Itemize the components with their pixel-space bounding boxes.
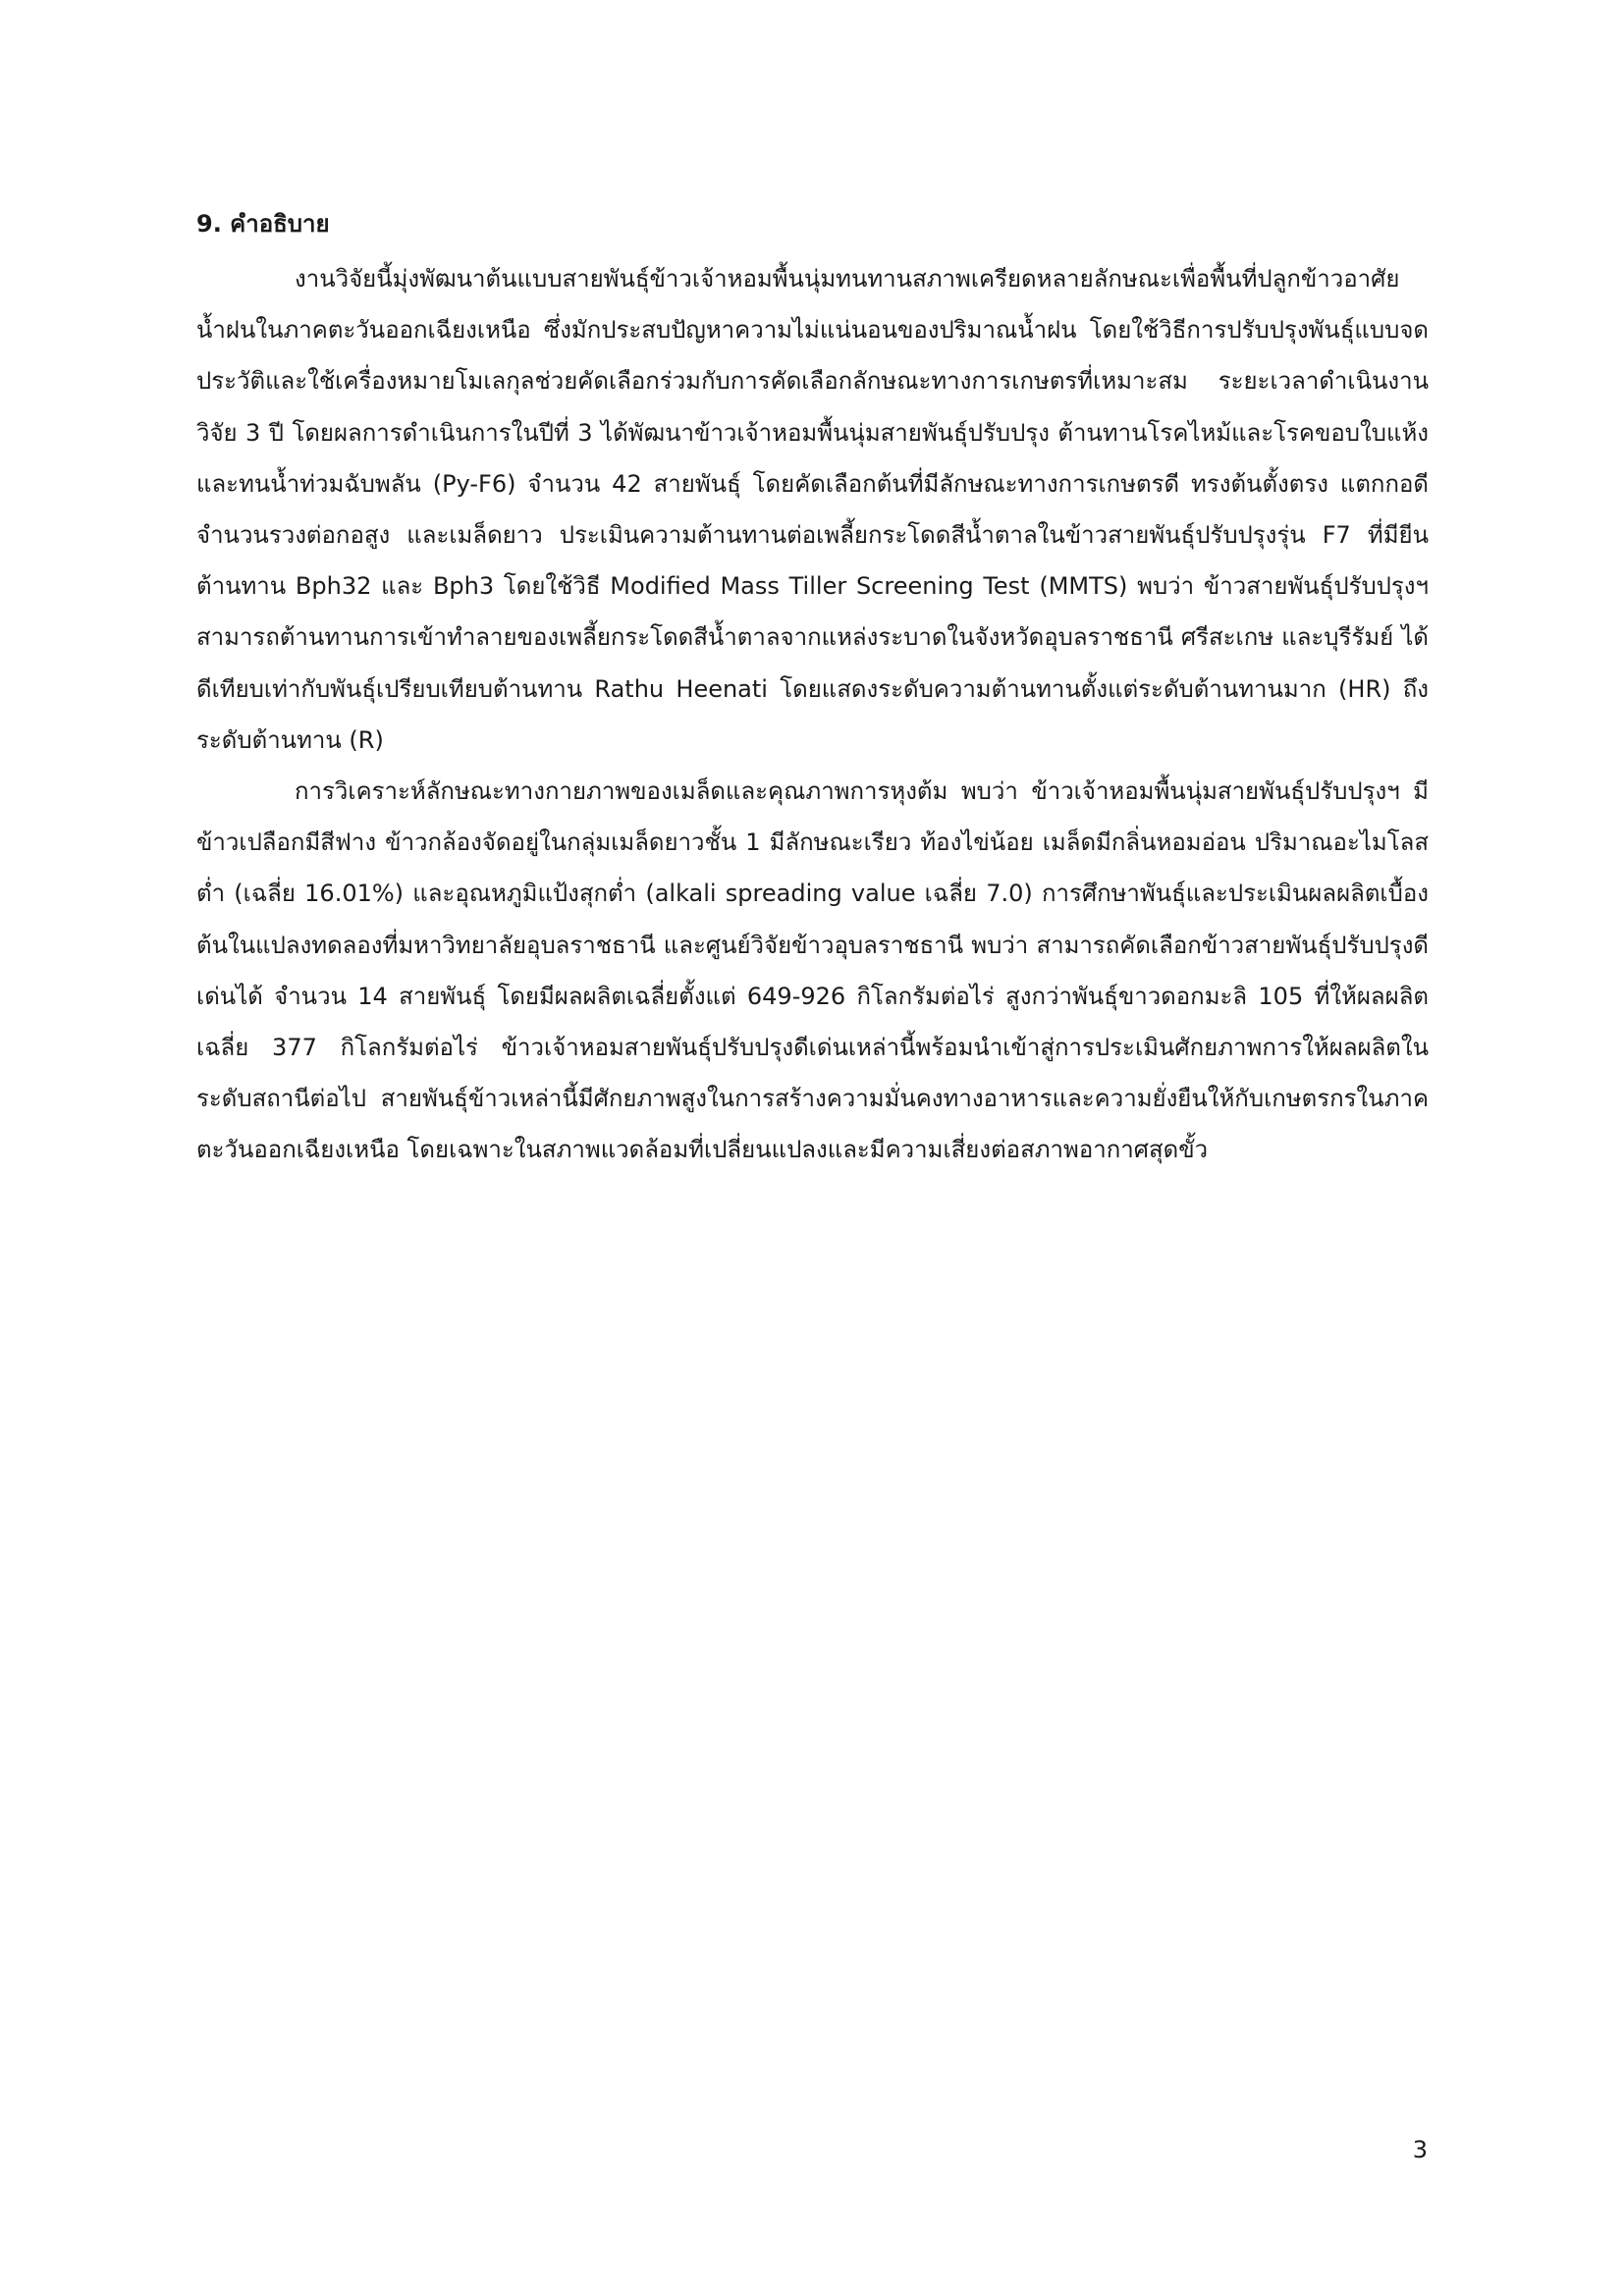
paragraph-1: งานวิจัยนี้มุ่งพัฒนาต้นแบบสายพันธุ์ข้าวเจ้าหอมพื้นนุ่มทนทานสภาพเครียดหลายลักษณะเพื่อพื้นที่ปลูกข้าวอาศัยน้ำฝนในภาคตะวันออกเฉียงเหนือ ซึ่งมักประสบปัญหาความไม่แน่นอนของปริมาณน้ำฝน โดยใช้วิธีการปรับปรุงพันธุ์แบบจดประวัติและใช้เครื่องหมายโมเลกุลช่วยคัดเลือกร่วมกับการคัดเลือกลักษณะทางการเกษตรที่เหมาะสม ระยะเวลาดำเนินงานวิจัย 3 ปี โดยผลการดำเนินการในปีที่ 3 ได้พัฒนาข้าวเจ้าหอมพื้นนุ่มสายพันธุ์ปรับปรุง ต้านทานโรคไหม้และโรคขอบใบแห้งและทนน้ำท่วมฉับพลัน (Py-F6) จำนวน 42 สายพันธุ์ โดยคัดเลือกต้นที่มีลักษณะทางการเกษตรดี ทรงต้นตั้งตรง แตกกอดี จำนวนรวงต่อกอสูง และเมล็ดยาว ประเมินความต้านทานต่อเพลี้ยกระโดดสีน้ำตาลในข้าวสายพันธุ์ปรับปรุงรุ่น F7 ที่มียีนต้านทาน Bph32 และ Bph3 โดยใช้วิธี Modified Mass Tiller Screening Test (MMTS) พบว่า ข้าวสายพันธุ์ปรับปรุงฯ สามารถต้านทานการเข้าทำลายของเพลี้ยกระโดดสีน้ำตาลจากแหล่งระบาดในจังหวัดอุบลราชธานี ศรีสะเกษ และบุรีรัมย์ ได้ดีเทียบเท่ากับพันธุ์เปรียบเทียบต้านทาน Rathu Heenati โดยแสดงระดับความต้านทานตั้งแต่ระดับต้านทานมาก (HR) ถึงระดับต้านทาน (R) [196,265,1429,754]
page-number: 3 [1412,2136,1428,2163]
section-heading: 9. คำอธิบาย [196,210,330,238]
paragraph-2: การวิเคราะห์ลักษณะทางกายภาพของเมล็ดและคุณภาพการหุงต้ม พบว่า ข้าวเจ้าหอมพื้นนุ่มสายพันธุ์ปรับปรุงฯ มีข้าวเปลือกมีสีฟาง ข้าวกล้องจัดอยู่ในกลุ่มเมล็ดยาวชั้น 1 มีลักษณะเรียว ท้องไข่น้อย เมล็ดมีกลิ่นหอมอ่อน ปริมาณอะไมโลสต่ำ (เฉลี่ย 16.01%) และอุณหภูมิแป้งสุกต่ำ (alkali spreading value เฉลี่ย 7.0) การศึกษาพันธุ์และประเมินผลผลิตเบื้องต้นในแปลงทดลองที่มหาวิทยาลัยอุบลราชธานี และศูนย์วิจัยข้าวอุบลราชธานี พบว่า สามารถคัดเลือกข้าวสายพันธุ์ปรับปรุงดีเด่นได้ จำนวน 14 สายพันธุ์ โดยมีผลผลิตเฉลี่ยตั้งแต่ 649-926 กิโลกรัมต่อไร่ สูงกว่าพันธุ์ขาวดอกมะลิ 105 ที่ให้ผลผลิตเฉลี่ย 377 กิโลกรัมต่อไร่ ข้าวเจ้าหอมสายพันธุ์ปรับปรุงดีเด่นเหล่านี้พร้อมนำเข้าสู่การประเมินศักยภาพการให้ผลผลิตในระดับสถานีต่อไป สายพันธุ์ข้าวเหล่านี้มีศักยภาพสูงในการสร้างความมั่นคงทางอาหารและความยั่งยืนให้กับเกษตรกรในภาคตะวันออกเฉียงเหนือ โดยเฉพาะในสภาพแวดล้อมที่เปลี่ยนแปลงและมีความเสี่ยงต่อสภาพอากาศสุดขั้ว [196,777,1429,1164]
section-body [196,253,1429,1176]
